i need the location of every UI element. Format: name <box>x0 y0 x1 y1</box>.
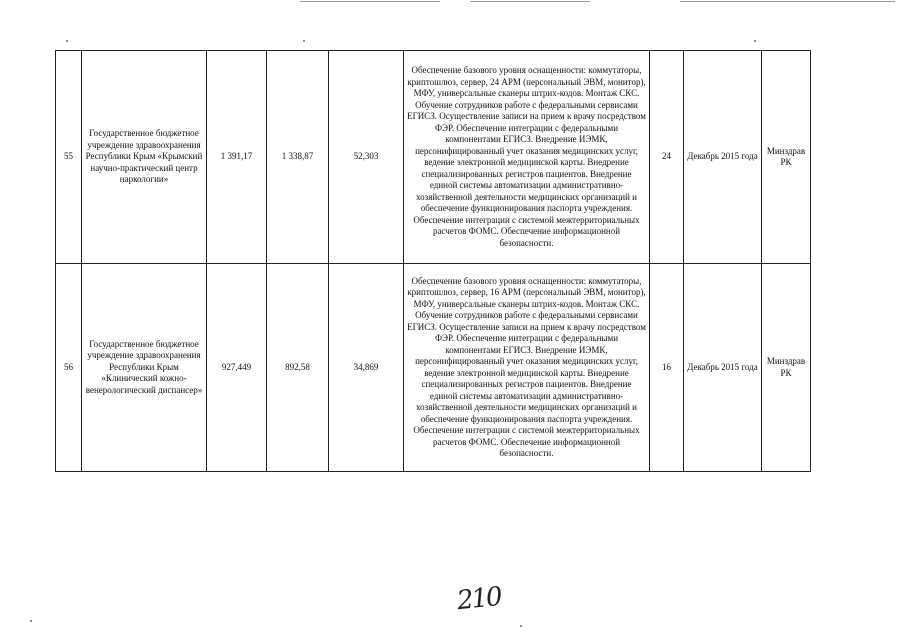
scan-speck <box>303 40 305 42</box>
deadline: Декабрь 2015 года <box>684 51 762 264</box>
total-amount: 1 391,17 <box>207 51 267 264</box>
responsible-body: Минздрав РК <box>762 51 811 264</box>
scan-speck <box>30 620 32 622</box>
scan-speck <box>66 40 68 42</box>
scan-edge-line <box>300 1 440 2</box>
organization-name: Государственное бюджетное учреждение здравоохранения Республики Крым «Крымский научно-практический центр наркологии» <box>82 51 207 264</box>
scan-speck <box>754 40 756 42</box>
regional-amount: 34,869 <box>329 264 404 472</box>
scan-edge-line <box>680 1 895 2</box>
measures-description: Обеспечение базового уровня оснащенности: коммутаторы, криптошлюз, сервер, 16 АРМ (персональный ЭВМ, монитор), МФУ, универсальные сканеры штрих-кодов. Монтаж СКС. Обучение сотрудников работе с федеральными сервисами ЕГИСЗ. Осуществление записи на прием к врачу посредством ФЭР. Обеспечение интеграции с федеральными компонентами ЕГИСЗ. Внедрение ИЭМК, персонифицированный учет оказания медицинских услуг, ведение электронной медицинской карты. Внедрение специализированных регистров пациентов. Внедрение единой системы автоматизации административно-хозяйственной деятельности медицинских организаций и обеспечение функционирования паспорта учреждения. Обеспечение интеграции с системой межтерриториальных расчетов ФОМС. Обеспечение информационной безопасности. <box>404 264 650 472</box>
measures-description: Обеспечение базового уровня оснащенности: коммутаторы, криптошлюз, сервер, 24 АРМ (персональный ЭВМ, монитор), МФУ, универсальные сканеры штрих-кодов. Монтаж СКС. Обучение сотрудников работе с федеральными сервисами ЕГИСЗ. Осуществление записи на прием к врачу посредством ФЭР. Обеспечение интеграции с федеральными компонентами ЕГИСЗ. Внедрение ИЭМК, персонифицированный учет оказания медицинских услуг, ведение электронной медицинской карты. Внедрение специализированных регистров пациентов. Внедрение единой системы автоматизации административно-хозяйственной деятельности медицинских организаций и обеспечение функционирования паспорта учреждения. Обеспечение интеграции с системой межтерриториальных расчетов ФОМС. Обеспечение информационной безопасности. <box>404 51 650 264</box>
programme-table <box>55 50 811 472</box>
workstation-count: 24 <box>650 51 684 264</box>
regional-amount: 52,303 <box>329 51 404 264</box>
scan-edge-line <box>470 1 590 2</box>
table-row <box>56 51 811 264</box>
workstation-count: 16 <box>650 264 684 472</box>
responsible-body: Минздрав РК <box>762 264 811 472</box>
federal-amount: 1 338,87 <box>267 51 329 264</box>
scan-speck <box>520 625 522 627</box>
organization-name: Государственное бюджетное учреждение здравоохранения Республики Крым «Клинический кожно-венерологический диспансер» <box>82 264 207 472</box>
table-row <box>56 264 811 472</box>
row-number: 55 <box>56 51 82 264</box>
federal-amount: 892,58 <box>267 264 329 472</box>
deadline: Декабрь 2015 года <box>684 264 762 472</box>
row-number: 56 <box>56 264 82 472</box>
handwritten-page-number: 210 <box>455 581 503 617</box>
total-amount: 927,449 <box>207 264 267 472</box>
